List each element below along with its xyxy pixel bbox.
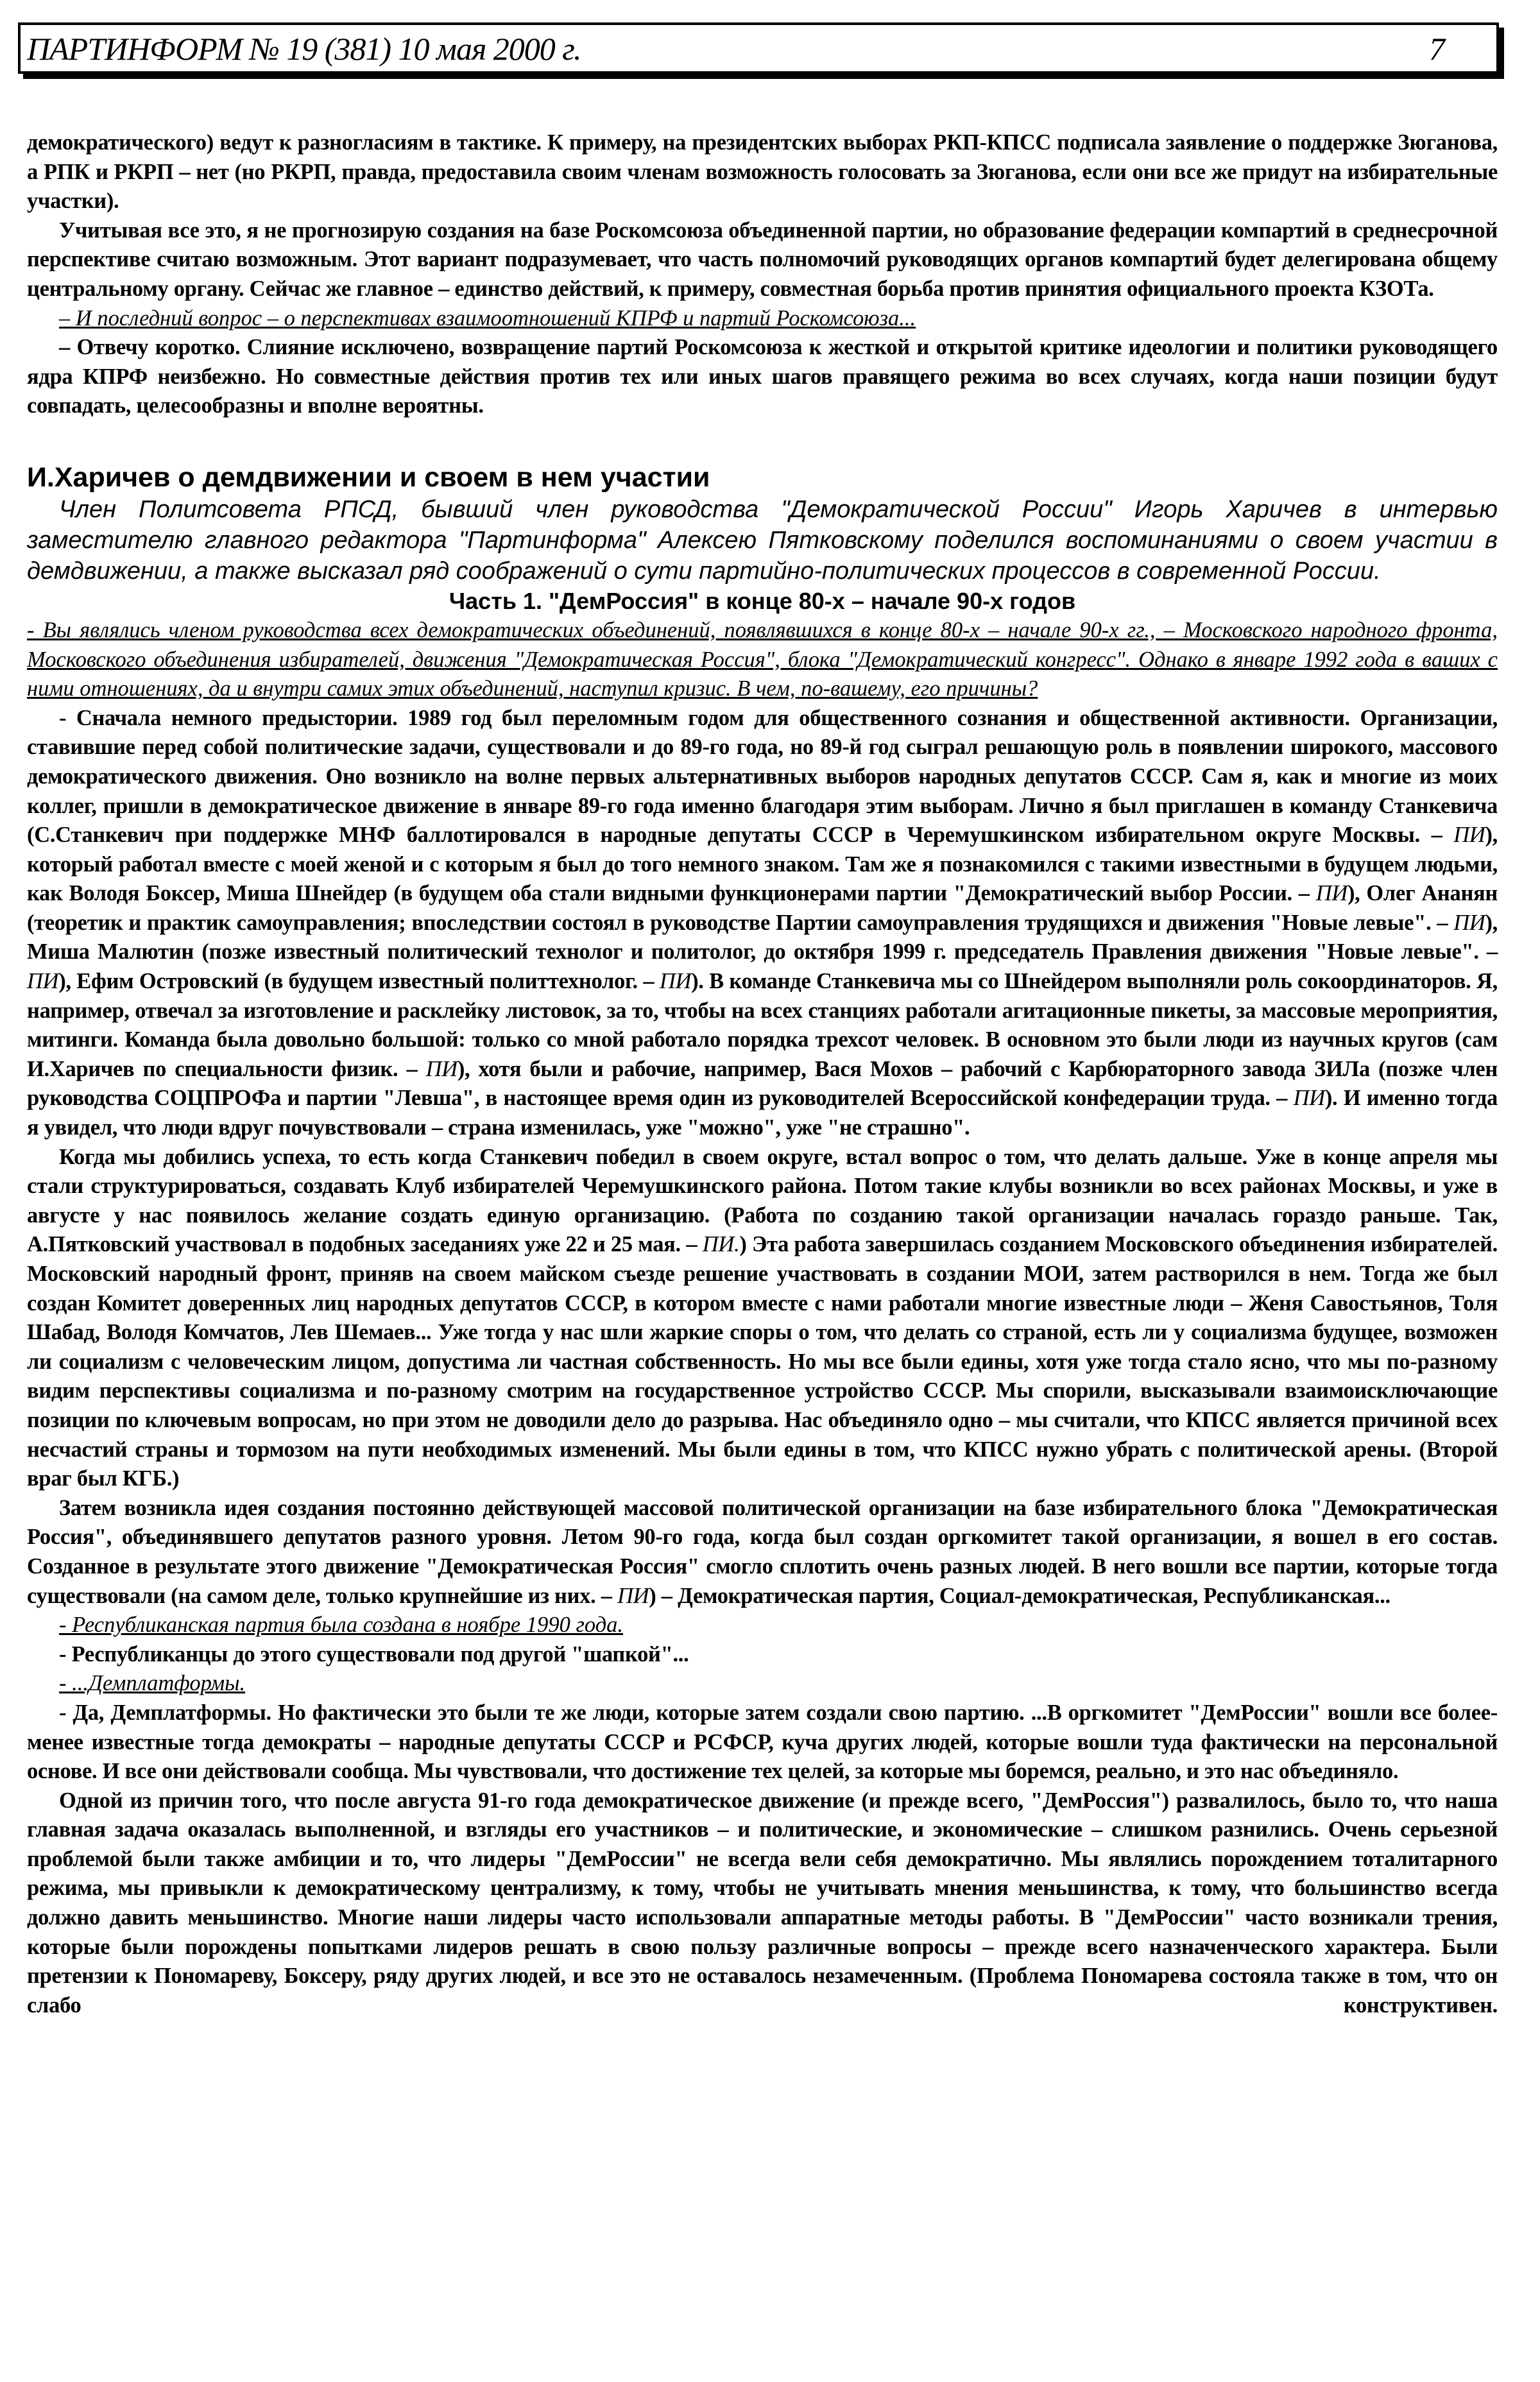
text-run: – И последний вопрос – о перспективах взаимоотношений КПРФ и партий Роскомсоюза...	[59, 305, 916, 330]
editor-note-abbr: ПИ	[1315, 881, 1348, 906]
text-run: - Республиканская партия была создана в ноябре 1990 года.	[59, 1613, 624, 1638]
text-run: ). В команде Станкевича мы со Шнейдером выполняли роль сокоординаторов. Я, например, отвечал за изготовление и расклейку листовок, за то, чтобы на всех станциях работали агитационные пикеты, за массовые мероприятия, митинги. Команда была довольно большой: только со мной работало порядка трехсот человек. В основном это были люди из научных кругов (сам И.Харичев по специальности физик. –	[27, 969, 1498, 1081]
text-run: Затем возникла идея создания постоянно действующей массовой политической организации на базе избирательного блока "Демократическая Россия", объединявшего депутатов разного уровня. Летом 90-го года, когда был создан оргкомитет такой организации, я вошел в его состав. Созданное в результате этого движение "Демократическая Россия" смогло сплотить очень разных людей. В него вошли все партии, которые тогда существовали (на самом деле, только крупнейшие из них. –	[27, 1495, 1498, 1608]
paragraph	[27, 1786, 1498, 2021]
paragraph	[27, 1699, 1498, 1786]
text-run: ) Эта работа завершилась созданием Московского объединения избирателей. Московский народный фронт, приняв на своем майском съезде решение участвовать в создании МОИ, затем растворился в нем. Тогда же был создан Комитет доверенных лиц народных депутатов СССР, в котором вместе с нами работали многие известные люди – Женя Савостьянов, Толя Шабад, Володя Комчатов, Лев Шемаев... Уже тогда у нас шли жаркие споры о том, что делать со страной, есть ли у социализма будущее, возможен ли социализм с человеческим лицом, допустима ли частная собственность. Но мы все были едины, хотя уже тогда стало ясно, что мы по-разному видим перспективы социализма и по-разному смотрим на государственное устройство СССР. Мы спорили, высказывали взаимоисключающие позиции по ключевым вопросам, но при этом не доводили дело до разрыва. Нас объединяло одно – мы считали, что КПСС является причиной всех несчастий страны и тормозом на пути необходимых изменений. Мы были едины в том, что КПСС нужно убрать с политической арены. (Второй враг был КГБ.)	[27, 1232, 1498, 1491]
paragraph	[27, 1640, 1498, 1670]
text-run: - Сначала немного предыстории. 1989 год был переломным годом для общественного сознания и общественной активности. Организации, ставившие перед собой политические задачи, существовали и до 89-го года, но 89-й год сыграл решающую роль в появлении широкого, массового демократического движения. Оно возникло на волне первых альтернативных выборов народных депутатов СССР. Сам я, как и многие из моих коллег, пришли в демократическое движение в январе 89-го года именно благодаря этим выборам. Лично я был приглашен в команду Станкевича (С.Станкевич при поддержке МНФ баллотировался в народные депутаты СССР в Черемушкинском избирательном округе Москвы. –	[27, 705, 1498, 848]
article-lead	[27, 494, 1498, 587]
text-run: - Республиканцы до этого существовали под другой "шапкой"...	[59, 1641, 689, 1667]
editor-note-abbr: ПИ.	[702, 1232, 740, 1257]
editor-note-abbr: ПИ	[659, 969, 692, 994]
text-run: И.Харичев о демдвижении и своем в нем участии	[27, 461, 710, 493]
editor-note-abbr: ПИ	[27, 969, 59, 994]
editor-note-abbr: ПИ	[1293, 1086, 1325, 1111]
paragraph	[27, 1143, 1498, 1494]
paragraph	[27, 1494, 1498, 1611]
text-run: - Вы являлись членом руководства всех демократических объединений, появлявшихся в конце 80-х – начале 90-х гг., – Московского народного фронта, Московского объединения избирателей, движения "Демократическая Россия", блока "Демократический конгресс". Однако в январе 1992 года в ваших с ними отношениях, да и внутри самих этих объединений, наступил кризис. В чем, по-вашему, его причины?	[27, 617, 1498, 701]
editor-note-abbr: ПИ	[1453, 823, 1485, 848]
paragraph	[27, 128, 1498, 216]
text-run: ), Миша Малютин (позже известный политический технолог и политолог, до октября 1999 г. председатель Правления движения "Новые левые". –	[27, 910, 1498, 964]
text-run: ). И именно тогда я увидел, что люди вдруг почувствовали – страна изменилась, уже "можно", уже "не страшно".	[27, 1086, 1498, 1140]
text-run: - ...Демплатформы.	[59, 1671, 246, 1696]
text-run: ) – Демократическая партия, Социал-демократическая, Республиканская...	[649, 1583, 1390, 1608]
text-run: ), Ефим Островский (в будущем известный политтехнолог. –	[58, 969, 660, 994]
paragraph	[27, 704, 1498, 1143]
interviewer-question	[27, 1611, 1498, 1640]
text-run: Часть 1. "ДемРоссия" в конце 80-х – начале 90-х годов	[449, 587, 1076, 614]
publication-title: ПАРТИНФОРМ № 19 (381) 10 мая 2000 г.	[27, 31, 581, 67]
interviewer-question	[27, 304, 1498, 334]
text-run: ), хотя были и рабочие, например, Вася Мохов – рабочий с Карбюраторного завода ЗИЛа (позже член руководства СОЦПРОФа и партии "Левша", в настоящее время один из руководителей Всероссийской конфедерации труда. –	[27, 1056, 1498, 1111]
text-run: ), Олег Ананян (теоретик и практик самоуправления; впоследствии состоял в руководстве Партии самоуправления трудящихся и движения "Новые левые". –	[27, 881, 1498, 935]
text-run: Когда мы добились успеха, то есть когда Станкевич победил в своем округе, встал вопрос о том, что делать дальше. Уже в конце апреля мы стали структурироваться, создавать Клуб избирателей Черемушкинского района. Потом такие клубы возникли во всех районах Москвы, и уже в августе у нас появилось желание создать единую организацию. (Работа по созданию такой организации началась гораздо раньше. Так, А.Пятковский участвовал в подобных заседаниях уже 22 и 25 мая. –	[27, 1144, 1498, 1257]
editor-note-abbr: ПИ	[1453, 910, 1485, 935]
interviewer-question	[27, 1669, 1498, 1699]
article-heading	[27, 461, 1498, 494]
text-run: Учитывая все это, я не прогнозирую создания на базе Роскомсоюза объединенной партии, но образование федерации компартий в среднесрочной перспективе считаю возможным. Этот вариант подразумевает, что часть полномочий руководящих органов компартий будет делегирована общему центральному органу. Сейчас же главное – единство действий, к примеру, совместная борьба против принятия официального проекта КЗОТа.	[27, 218, 1498, 301]
paragraph	[27, 216, 1498, 304]
page-number: 7	[1429, 31, 1445, 67]
text-run: демократического) ведут к разногласиям в тактике. К примеру, на президентских выборах РКП-КПСС подписала заявление о поддержке Зюганова, а РПК и РКРП – нет (но РКРП, правда, предоставила своим членам возможность голосовать за Зюганова, если они все же придут на избирательные участки).	[27, 130, 1498, 214]
text-run: - Да, Демплатформы. Но фактически это были те же люди, которые затем создали свою партию. ...В оргкомитет "ДемРоссии" вошли все более-менее известные тогда демократы – народные депутаты СССР и РСФСР, куча других людей, которые вошли туда фактически на персональной основе. И все они действовали сообща. Мы чувствовали, что достижение тех целей, за которые мы боремся, реально, и это нас объединяло.	[27, 1700, 1498, 1784]
editor-note-abbr: ПИ	[425, 1056, 458, 1081]
paragraph	[27, 333, 1498, 421]
text-run: ), который работал вместе с моей женой и с которым я был до того немного знаком. Там же я познакомился с такими известными в будущем людьми, как Володя Боксер, Миша Шнейдер (в будущем оба стали видными функционерами партии "Демократический выбор России. –	[27, 823, 1498, 906]
section-subheading	[27, 587, 1498, 616]
text-run: Одной из причин того, что после августа 91-го года демократическое движение (и прежде всего, "ДемРоссия") развалилось, было то, что наша главная задача оказалась выполненной, и взгляды его участников – и политические, и экономические – слишком разнились. Очень серьезной проблемой были также амбиции и то, что лидеры "ДемРоссии" не всегда вели себя демократично. Мы являлись порождением тоталитарного режима, мы привыкли к демократическому централизму, к тому, чтобы не учитывать мнения меньшинства, к тому, что большинство всегда должно давить меньшинство. Многие наши лидеры часто использовали аппаратные методы работы. В "ДемРоссии" часто возникали трения, которые были порождены попытками лидеров решать в свою пользу различные вопросы – прежде всего назначенческого характера. Были претензии к Пономареву, Боксеру, ряду других людей, и все это не оставалось незамеченным. (Проблема Пономарева состояла также в том, что он слабо конструктивен.	[27, 1788, 1498, 2018]
page-header	[18, 22, 1499, 74]
interviewer-question	[27, 616, 1498, 704]
text-run: – Отвечу коротко. Слияние исключено, возвращение партий Роскомсоюза к жесткой и открытой критике идеологии и политики руководящего ядра КПРФ неизбежно. Но совместные действия против тех или иных шагов правящего режима во всех случаях, когда наши позиции будут совпадать, целесообразны и вполне вероятны.	[27, 335, 1498, 418]
editor-note-abbr: ПИ	[617, 1583, 649, 1608]
text-run: Член Политсовета РПСД, бывший член руководства "Демократической России" Игорь Харичев в интервью заместителю главного редактора "Партинформа" Алексею Пятковскому поделился воспоминаниями о своем участии в демдвижении, а также высказал ряд соображений о сути партийно-политических процессов в современной России.	[27, 495, 1498, 585]
article-body	[27, 128, 1498, 2020]
